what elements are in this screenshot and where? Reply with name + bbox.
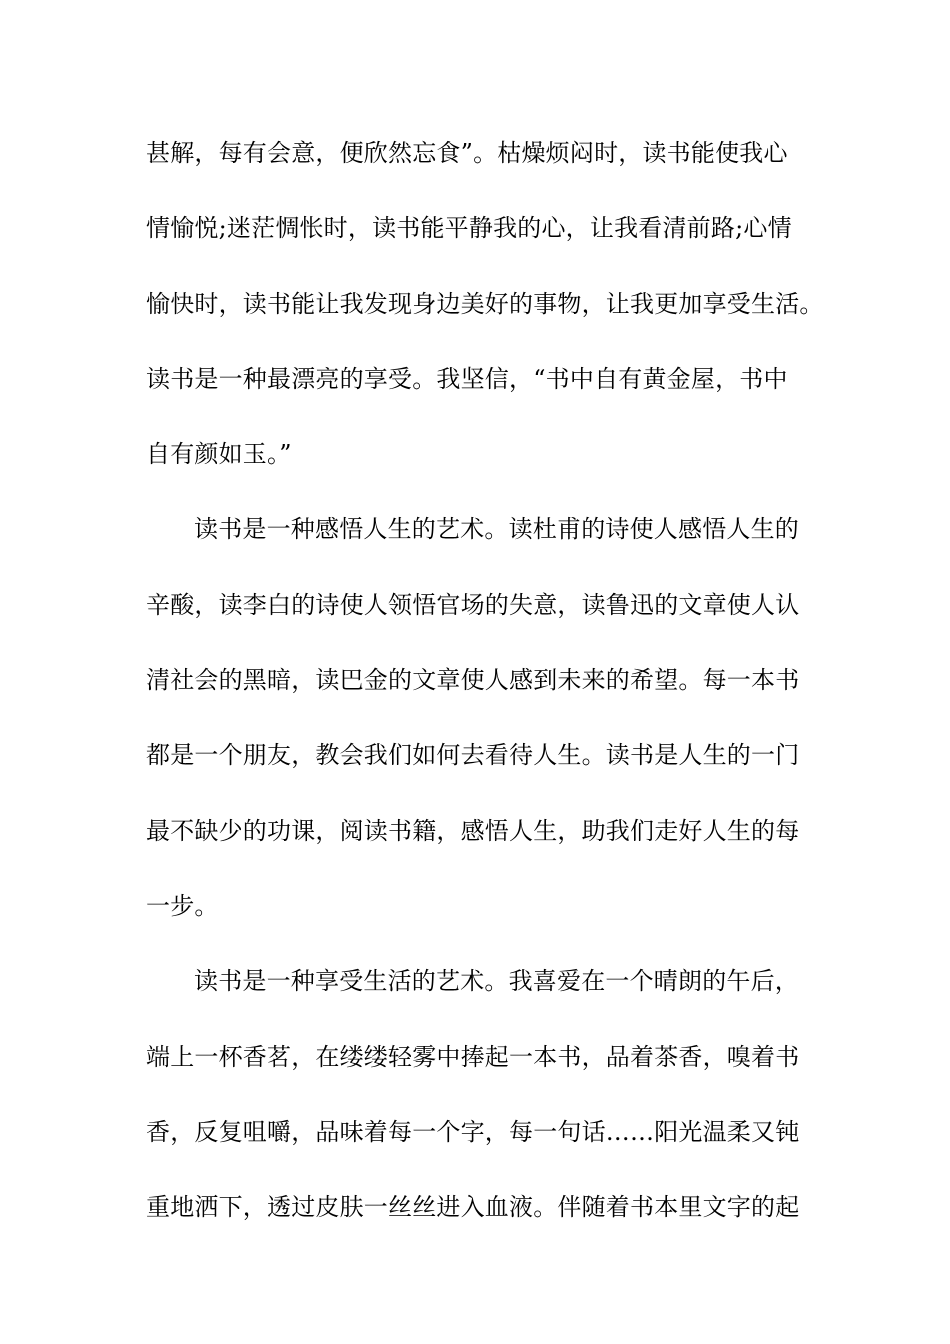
text-line: 清社会的黑暗，读巴金的文章使人感到未来的希望。每一本书 <box>146 666 800 695</box>
text-line: 甚解，每有会意，便欣然忘食”。枯燥烦闷时，读书能使我心 <box>146 139 788 167</box>
text-line: 端上一杯香茗，在缕缕轻雾中捧起一本书，品着茶香，嗅着书 <box>146 1042 800 1071</box>
text-line: 最不缺少的功课，阅读书籍，感悟人生，助我们走好人生的每 <box>146 816 800 845</box>
text-line: 都是一个朋友，教会我们如何去看待人生。读书是人生的一门 <box>146 741 800 770</box>
text-line: 辛酸，读李白的诗使人领悟官场的失意，读鲁迅的文章使人认 <box>146 590 800 619</box>
body-text <box>146 130 826 1259</box>
text-line: 重地洒下，透过皮肤一丝丝进入血液。伴随着书本里文字的起 <box>146 1193 800 1222</box>
paragraph-start-line: 读书是一种享受生活的艺术。我喜爱在一个晴朗的午后， <box>194 967 799 996</box>
text-line: 香，反复咀嚼，品味着每一个字，每一句话……阳光温柔又钝 <box>146 1117 800 1146</box>
text-line: 情愉悦;迷茫惆怅时，读书能平静我的心，让我看清前路;心情 <box>146 214 792 243</box>
text-line: 自有颜如玉。” <box>146 440 292 469</box>
text-line: 读书是一种最漂亮的享受。我坚信，“书中自有黄金屋，书中 <box>146 364 788 393</box>
text-line: 一步。 <box>146 891 219 920</box>
paragraph-start-line: 读书是一种感悟人生的艺术。读杜甫的诗使人感悟人生的 <box>194 515 799 544</box>
text-line: 愉快时，读书能让我发现身边美好的事物，让我更加享受生活。 <box>146 289 824 318</box>
